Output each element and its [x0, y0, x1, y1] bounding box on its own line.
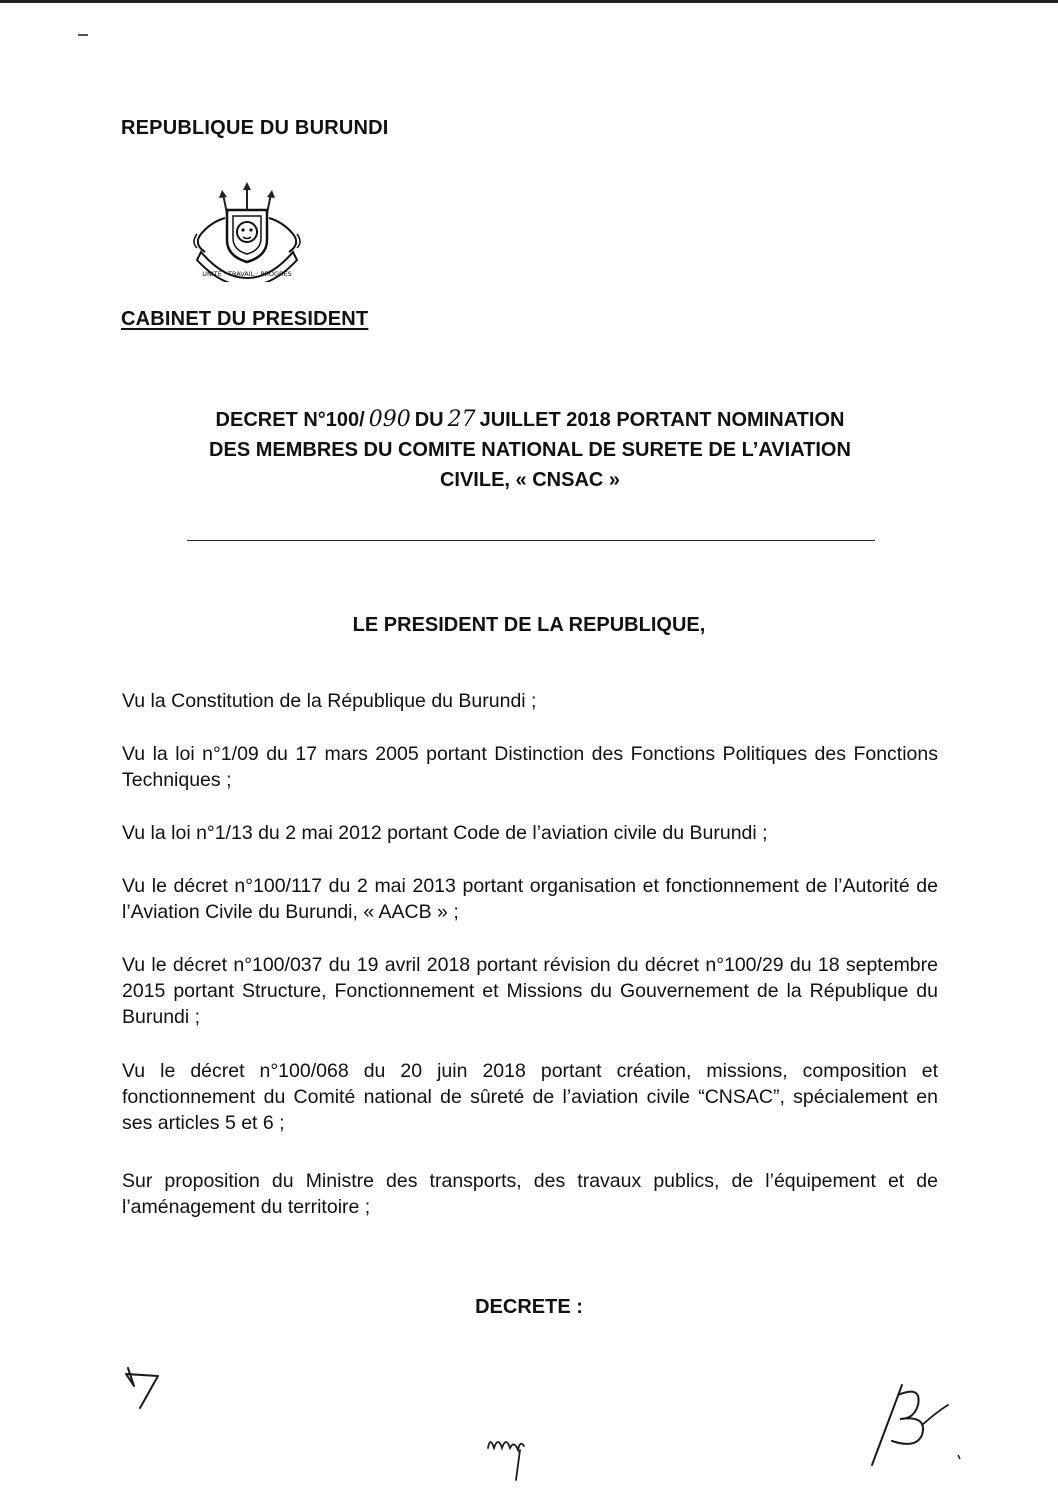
initials-right	[862, 1375, 962, 1475]
decree-title-date-subject: JUILLET 2018 PORTANT NOMINATION	[479, 409, 845, 431]
decree-title	[100, 405, 960, 495]
visa-paragraph-7: Sur proposition du Ministre des transports, des travaux publics, de l’équipement et de l’aménagement du territoire ;	[122, 1170, 938, 1218]
president-heading: LE PRESIDENT DE LA REPUBLIQUE,	[352, 614, 706, 636]
title-separator	[187, 540, 875, 541]
coat-of-arms-icon	[183, 182, 311, 282]
republic-heading: REPUBLIQUE DU BURUNDI	[121, 117, 389, 139]
decree-title-line-2: DES MEMBRES DU COMITE NATIONAL DE SURETE DE L’AVIATION	[209, 439, 851, 461]
decrete-heading: DECRETE :	[475, 1296, 583, 1318]
decree-title-line-1	[100, 405, 960, 435]
decree-title-du: DU	[414, 409, 444, 431]
visa-paragraph-2: Vu la loi n°1/09 du 17 mars 2005 portant Distinction des Fonctions Politiques des Fonctions Techniques ;	[122, 743, 938, 791]
visa-paragraph-5: Vu le décret n°100/037 du 19 avril 2018 portant révision du décret n°100/29 du 18 septembre 2015 portant Structure, Fonctionnement et Missions du Gouvernement de la République du Burundi ;	[122, 954, 938, 1028]
visa-paragraph-1: Vu la Constitution de la République du Burundi ;	[122, 690, 537, 712]
handwritten-decree-number: 090	[368, 407, 411, 432]
decree-title-prefix: DECRET N°100/	[215, 409, 365, 431]
scan-speck	[78, 34, 88, 36]
decree-title-line-3: CIVILE, « CNSAC »	[439, 469, 621, 491]
initials-center	[480, 1420, 550, 1490]
handwritten-day: 27	[447, 407, 476, 432]
visa-paragraph-6: Vu le décret n°100/068 du 20 juin 2018 portant création, missions, composition et fonctionnement du Comité national de sûreté de l’aviation civile “CNSAC”, spécialement en ses articles 5 et 6 ;	[122, 1060, 938, 1134]
emblem-motto: UNITÉ · TRAVAIL · PROGRÈS	[202, 270, 292, 278]
scan-edge-line	[0, 0, 1058, 3]
visa-paragraph-4: Vu le décret n°100/117 du 2 mai 2013 portant organisation et fonctionnement de l’Autorité de l’Aviation Civile du Burundi, « AACB » ;	[122, 875, 938, 923]
visa-paragraph-3: Vu la loi n°1/13 du 2 mai 2012 portant Code de l’aviation civile du Burundi ;	[122, 822, 768, 844]
cabinet-heading: CABINET DU PRESIDENT	[121, 308, 369, 330]
initials-left	[118, 1360, 178, 1420]
